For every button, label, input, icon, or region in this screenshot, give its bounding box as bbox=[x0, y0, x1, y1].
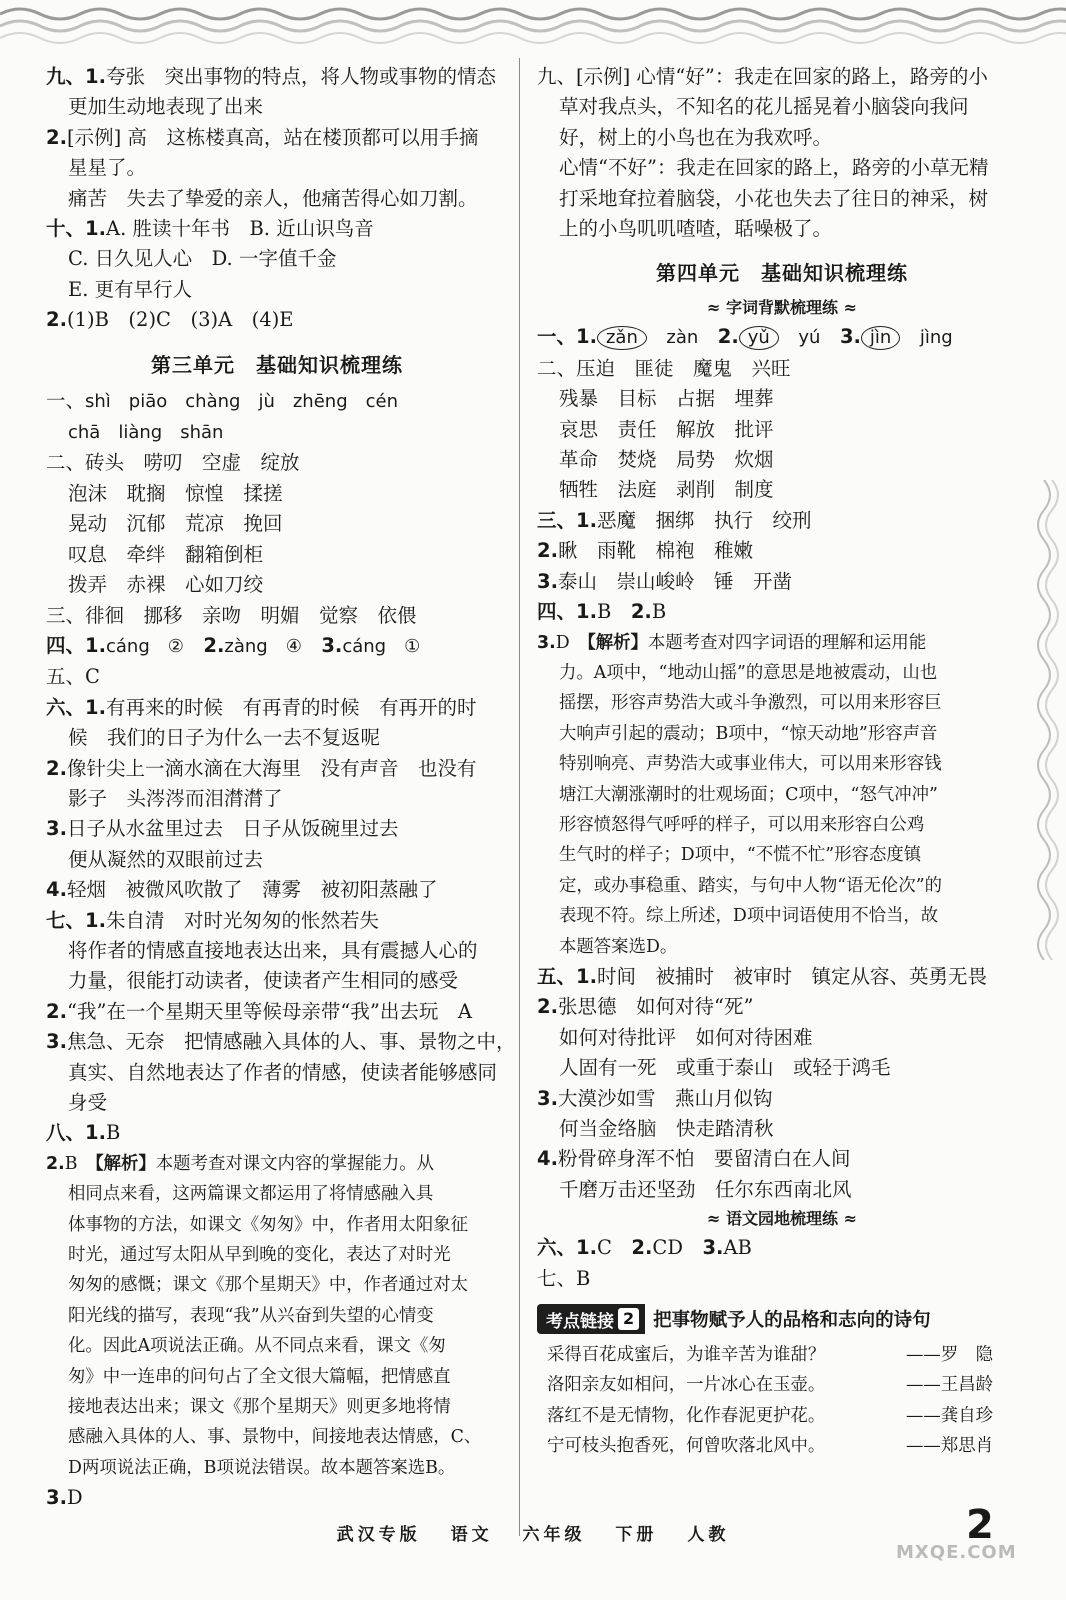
answer-text: B bbox=[64, 1153, 78, 1174]
poem-line bbox=[547, 1340, 1027, 1370]
answer-text: AB bbox=[723, 1236, 752, 1260]
question-number: 3. bbox=[321, 633, 343, 657]
word-list: 革命 焚烧 局势 炊烟 bbox=[559, 448, 774, 472]
answer-text: 何当金络脑 快走踏清秋 bbox=[559, 1117, 774, 1140]
answer-text: 上的小鸟叽叽喳喳，聒噪极了。 bbox=[559, 217, 833, 241]
answer-text: A. 胜读十年书 B. 近山识鸟音 bbox=[105, 217, 374, 241]
footer-publisher: 人教 bbox=[687, 1525, 730, 1545]
question-number: 九、1. bbox=[46, 65, 106, 88]
pinyin-answer: jìng bbox=[919, 327, 953, 349]
badge-label: 考点链接 bbox=[546, 1311, 614, 1332]
answer-text: 千磨万击还坚劲 任尔东西南北风 bbox=[559, 1177, 852, 1201]
poem-line bbox=[547, 1401, 1027, 1431]
right-edge-wave bbox=[1036, 480, 1064, 960]
question-number: 3. bbox=[702, 1236, 724, 1260]
question-number: 六、1. bbox=[46, 695, 106, 719]
answer-text: 像针尖上一滴水滴在大海里 没有声音 也没有 bbox=[66, 756, 477, 780]
answer-text: 好，树上的小鸟也在为我欢呼。 bbox=[559, 125, 833, 149]
question-number: 二、 bbox=[537, 356, 577, 380]
question-number: 2. bbox=[46, 1153, 65, 1174]
question-number: 2. bbox=[46, 999, 67, 1023]
exam-point-badge bbox=[537, 1304, 645, 1334]
footer-volume: 下册 bbox=[615, 1525, 658, 1545]
answer-text: 星星了。 bbox=[68, 156, 147, 180]
word-list: 哀思 责任 解放 批评 bbox=[559, 417, 774, 441]
analysis-text: 塘江大潮涨潮时的壮观场面；C项中，“怒气冲冲” bbox=[559, 784, 938, 805]
answer-text: 影子 头涔涔而泪潸潸了 bbox=[68, 786, 283, 810]
answer-text: 人固有一死 或重于泰山 或轻于鸿毛 bbox=[559, 1056, 891, 1080]
question-number: 七、1. bbox=[46, 908, 106, 932]
question-number: 七、 bbox=[537, 1266, 577, 1290]
analysis-text: 相同点来看，这两篇课文都运用了将情感融入具 bbox=[68, 1184, 434, 1205]
footer-grade: 六年级 bbox=[522, 1525, 586, 1545]
column-divider bbox=[519, 58, 520, 1536]
question-number: 2. bbox=[46, 308, 67, 332]
question-number: 五、1. bbox=[537, 964, 597, 988]
question-number: 3. bbox=[537, 632, 556, 653]
unit3-section-title: 第三单元 基础知识梳理练 bbox=[151, 352, 403, 377]
answer-text: CD bbox=[652, 1236, 683, 1260]
question-number: 九、 bbox=[537, 65, 577, 88]
answer-text: 如何对待批评 如何对待困难 bbox=[559, 1025, 813, 1049]
question-number: 2. bbox=[630, 600, 652, 624]
question-number: 三、 bbox=[46, 603, 86, 627]
analysis-text: 匆匆的感慨；课文《那个星期天》中，作者通过对太 bbox=[68, 1275, 468, 1296]
pinyin-answer: zàn bbox=[666, 327, 699, 349]
question-number: 2. bbox=[717, 325, 739, 349]
question-number: 4. bbox=[537, 1147, 558, 1171]
question-number: 2. bbox=[631, 1236, 653, 1260]
analysis-text: 本题考查对四字词语的理解和运用能 bbox=[647, 632, 927, 653]
answer-text: 候 我们的日子为什么一去不复返呢 bbox=[68, 726, 381, 750]
top-wave-border bbox=[0, 0, 1066, 52]
question-number: 2. bbox=[203, 633, 225, 657]
answer-text: D bbox=[555, 632, 570, 653]
analysis-text: D两项说法正确，B项说法错误。故本题答案选B。 bbox=[68, 1457, 456, 1478]
pinyin-answer: shì piāo chàng jù zhēng cén bbox=[85, 390, 398, 412]
word-list: 瞅 雨靴 棉袍 稚嫩 bbox=[557, 539, 753, 563]
footer-subject: 语文 bbox=[450, 1525, 493, 1545]
question-number: 四、1. bbox=[537, 600, 597, 624]
answer-text: 张思德 如何对待“死” bbox=[557, 995, 754, 1019]
poem-author: ——王昌龄 bbox=[906, 1375, 993, 1396]
answer-text: 便从凝然的双眼前过去 bbox=[68, 847, 264, 871]
analysis-text: 形容愤怒得气呼呼的样子，可以用来形容白公鸡 bbox=[559, 814, 925, 835]
answer-text: 痛苦 失去了挚爱的亲人，他痛苦得心如刀割。 bbox=[68, 186, 478, 210]
poem-verse: 落红不是无情物，化作春泥更护花。 bbox=[547, 1405, 826, 1426]
subsection-title: ≈ 字词背默梳理练 ≈ bbox=[707, 298, 857, 318]
answer-text: D bbox=[66, 1486, 83, 1510]
answer-text: C. 日久见人心 D. 一字值千金 bbox=[68, 247, 337, 271]
page-number: 2 bbox=[966, 1502, 994, 1548]
answer-text: “我”在一个星期天里等候母亲带“我”出去玩 A bbox=[66, 999, 472, 1023]
word-list: 徘徊 挪移 亲吻 明媚 觉察 依偎 bbox=[85, 603, 417, 627]
poem-verse: 洛阳亲友如相问，一片冰心在玉壶。 bbox=[547, 1375, 826, 1396]
analysis-text: 大响声引起的震动；B项中，“惊天动地”形容声音 bbox=[559, 723, 938, 744]
unit4-answers bbox=[537, 322, 1027, 1205]
answer-text: C bbox=[85, 665, 100, 689]
answer-text: 轻烟 被微风吹散了 薄雾 被初阳蒸融了 bbox=[66, 878, 438, 902]
answer-text: 朱自清 对时光匆匆的怅然若失 bbox=[105, 908, 379, 932]
poem-author: ——罗 隐 bbox=[906, 1345, 993, 1366]
analysis-text: 生气时的样子；D项中，“不慌不忙”形容态度镇 bbox=[559, 845, 922, 866]
pinyin-answer: cáng ② bbox=[105, 635, 184, 657]
exam-point-title: 把事物赋予人的品格和志向的诗句 bbox=[653, 1310, 931, 1332]
answer-text: 有再来的时候 有再青的时候 有再开的时 bbox=[105, 695, 477, 719]
answer-text: C bbox=[596, 1236, 612, 1260]
question-number: 3. bbox=[46, 1486, 67, 1510]
analysis-text: 摇摆，形容声势浩大或斗争激烈，可以用来形容巨 bbox=[559, 693, 942, 714]
poem-author: ——郑思肖 bbox=[906, 1436, 993, 1457]
answer-text: 时间 被捕时 被审时 镇定从容、英勇无畏 bbox=[596, 964, 987, 988]
question-number: 一、 bbox=[46, 388, 86, 412]
analysis-text: 表现不符。综上所述，D项中词语使用不恰当，故 bbox=[559, 906, 939, 927]
pinyin-answer: chā liàng shān bbox=[68, 422, 224, 444]
analysis-text: 感融入具体的人、事、景物中，间接地表达情感，C、 bbox=[68, 1427, 482, 1448]
site-watermark: MXQE.COM bbox=[896, 1542, 1017, 1563]
answer-text: E. 更有早行人 bbox=[68, 277, 193, 301]
answer-block-9 bbox=[46, 62, 508, 214]
poem-line bbox=[547, 1370, 1027, 1400]
answer-text: 将作者的情感直接地表达出来，具有震撼人心的 bbox=[68, 938, 478, 962]
question-number: 十、1. bbox=[46, 217, 106, 241]
analysis-text: 定，或办事稳重、踏实，与句中人物“语无伦次”的 bbox=[559, 875, 942, 896]
answer-text: 心情“不好”：我走在回家的路上，路旁的小草无精 bbox=[559, 156, 989, 180]
word-list: 牺牲 法庭 剥削 制度 bbox=[559, 478, 774, 502]
footer-edition: 武汉专版 bbox=[336, 1525, 421, 1545]
analysis-text: 本题考查对课文内容的掌握能力。从 bbox=[155, 1153, 435, 1174]
poem-verse: 宁可枝头抱香死，何曾吹落北风中。 bbox=[547, 1436, 826, 1457]
word-list: 拨弄 赤裸 心如刀绞 bbox=[68, 573, 264, 597]
question-number: 2. bbox=[46, 756, 67, 780]
analysis-tag: 【解析】 bbox=[587, 632, 648, 653]
question-number: 3. bbox=[537, 569, 558, 593]
answer-text: [示例] 高 这栋楼真高，站在楼顶都可以用手摘 bbox=[66, 125, 479, 149]
question-number: 六、1. bbox=[537, 1236, 597, 1260]
analysis-text: 化。因此A项说法正确。从不同点来看，课文《匆 bbox=[68, 1336, 446, 1357]
answer-text: 草对我点头，不知名的花儿摇晃着小脑袋向我问 bbox=[559, 95, 969, 119]
word-list: 残暴 目标 占据 埋葬 bbox=[559, 387, 774, 411]
question-number: 五、 bbox=[46, 665, 86, 689]
answer-text: 粉骨碎身浑不怕 要留清白在人间 bbox=[557, 1147, 851, 1171]
analysis-text: 力。A项中，“地动山摇”的意思是地被震动，山也 bbox=[559, 662, 938, 683]
answer-text: 力量，很能打动读者，使读者产生相同的感受 bbox=[68, 969, 459, 993]
analysis-text: 时光，通过写太阳从早到晚的变化，表达了对时光 bbox=[68, 1245, 451, 1266]
analysis-text: 体事物的方法，如课文《匆匆》中，作者用太阳象征 bbox=[68, 1214, 468, 1235]
poem-line bbox=[547, 1431, 1027, 1461]
question-number: 二、 bbox=[46, 451, 86, 475]
answer-text: B bbox=[105, 1121, 121, 1145]
answer-text: (1)B (2)C (3)A (4)E bbox=[66, 308, 294, 332]
analysis-text: 匆》中一连串的问句占了全文很大篇幅，把情感直 bbox=[68, 1366, 451, 1387]
pinyin-answer: cáng ① bbox=[342, 635, 421, 657]
question-number: 3. bbox=[537, 1086, 558, 1110]
analysis-tag: 【解析】 bbox=[94, 1153, 156, 1174]
word-list: 恶魔 捆绑 执行 绞刑 bbox=[596, 508, 812, 532]
exam-point-link-header bbox=[537, 1302, 1027, 1336]
answer-text: 夸张 突出事物的特点，将人物或事物的情态 bbox=[105, 65, 496, 88]
question-number: 一、1. bbox=[537, 325, 597, 349]
badge-number: 2 bbox=[618, 1308, 639, 1330]
poem-author: ——龚自珍 bbox=[906, 1405, 993, 1426]
answer-text: 打采地耷拉着脑袋，小花也失去了往日的神采，树 bbox=[559, 186, 989, 210]
question-number: 八、1. bbox=[46, 1121, 106, 1145]
question-number: 3. bbox=[46, 1030, 67, 1054]
answer-text: 更加生动地表现了出来 bbox=[68, 95, 264, 119]
circled-pinyin: yǔ bbox=[739, 326, 779, 350]
unit4-section-title: 第四单元 基础知识梳理练 bbox=[656, 261, 908, 286]
poem-list bbox=[537, 1340, 1027, 1462]
answer-block-9-right bbox=[537, 62, 1027, 244]
word-list: 叹息 牵绊 翻箱倒柜 bbox=[68, 542, 264, 566]
question-number: 四、1. bbox=[46, 633, 106, 657]
word-list: 泰山 崇山峻岭 锤 开凿 bbox=[557, 569, 792, 593]
question-number: 2. bbox=[537, 539, 558, 563]
answer-text: 大漠沙如雪 燕山月似钩 bbox=[557, 1086, 773, 1110]
word-list: 压迫 匪徒 魔鬼 兴旺 bbox=[576, 356, 791, 380]
unit3-answers bbox=[46, 386, 516, 1514]
circled-pinyin: zǎn bbox=[597, 326, 647, 350]
question-number: 3. bbox=[46, 817, 67, 841]
question-number: 3. bbox=[839, 325, 861, 349]
answer-text: B bbox=[596, 600, 612, 624]
answer-text: 焦急、无奈 把情感融入具体的人、事、景物之中， bbox=[66, 1030, 516, 1054]
circled-pinyin: jìn bbox=[861, 326, 900, 350]
analysis-text: 接地表达出来；课文《那个星期天》则更多地将情 bbox=[68, 1397, 451, 1418]
answer-text: [示例] 心情“好”：我走在回家的路上，路旁的小 bbox=[576, 65, 988, 88]
answer-text: B bbox=[651, 600, 667, 624]
answer-text: 身受 bbox=[68, 1091, 108, 1114]
answer-text: B bbox=[576, 1266, 591, 1290]
answer-text: 日子从水盆里过去 日子从饭碗里过去 bbox=[66, 817, 399, 841]
pinyin-answer: yú bbox=[798, 327, 821, 349]
word-list: 砖头 唠叨 空虚 绽放 bbox=[85, 451, 300, 475]
unit4-garden-answers bbox=[537, 1233, 1027, 1294]
answer-text: 真实、自然地表达了作者的情感，使读者能够感同 bbox=[68, 1060, 498, 1084]
question-number: 4. bbox=[46, 878, 67, 902]
question-number: 2. bbox=[46, 125, 67, 149]
analysis-text: 阳光线的描写，表现“我”从兴奋到失望的心情变 bbox=[68, 1305, 434, 1326]
word-list: 晃动 沉郁 荒凉 挽回 bbox=[68, 512, 283, 536]
analysis-text: 特别响亮、声势浩大或事业伟大，可以用来形容钱 bbox=[559, 754, 942, 775]
word-list: 泡沫 耽搁 惊惶 揉搓 bbox=[68, 481, 283, 505]
subsection-title: ≈ 语文园地梳理练 ≈ bbox=[707, 1209, 857, 1229]
question-number: 三、1. bbox=[537, 508, 597, 532]
question-number: 2. bbox=[537, 995, 558, 1019]
analysis-text: 本题答案选D。 bbox=[559, 936, 678, 957]
right-column bbox=[537, 62, 1027, 1462]
poem-verse: 采得百花成蜜后，为谁辛苦为谁甜？ bbox=[547, 1345, 826, 1366]
pinyin-answer: zàng ④ bbox=[224, 635, 302, 657]
left-column bbox=[46, 62, 516, 1514]
answer-block-10 bbox=[46, 214, 508, 336]
